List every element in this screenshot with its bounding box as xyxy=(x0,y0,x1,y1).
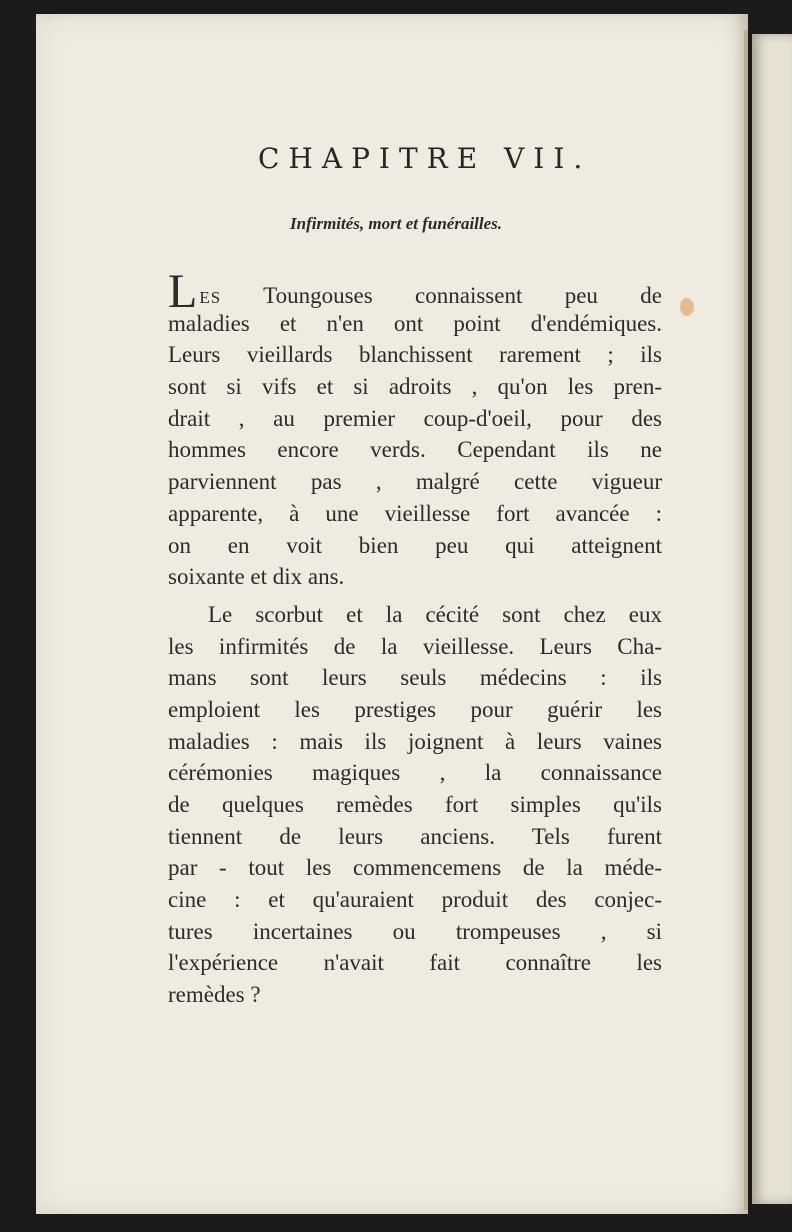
text-line: sont si vifs et si adroits , qu'on les pren- xyxy=(168,374,662,400)
text-line: maladies et n'en ont point d'endémiques. xyxy=(168,310,662,336)
text-line: cine : et qu'auraient produit des conjec- xyxy=(168,887,662,913)
text-line: mans sont leurs seuls médecins : ils xyxy=(168,665,662,691)
text-line: Le scorbut et la cécité sont chez eux xyxy=(208,601,662,627)
text-line: tures incertaines ou trompeuses , si xyxy=(168,918,662,944)
text-line: on en voit bien peu qui atteignent xyxy=(168,532,662,558)
text-line: l'expérience n'avait fait connaître les xyxy=(168,950,662,976)
text-line: Leurs vieillards blanchissent rarement ; ils xyxy=(168,342,662,368)
text-line: drait , au premier coup-d'oeil, pour des xyxy=(168,405,662,431)
text-line: hommes encore verds. Cependant ils ne xyxy=(168,437,662,463)
text-line: Toungouses connaissent peu de xyxy=(221,283,662,308)
chapter-subtitle: Infirmités, mort et funérailles. xyxy=(290,214,503,233)
text-line: par - tout les commencemens de la méde- xyxy=(168,855,662,881)
paragraph-1-line-1 xyxy=(168,265,662,318)
text-line: soixante et dix ans. xyxy=(168,564,345,590)
text-line: de quelques remèdes fort simples qu'ils xyxy=(168,792,662,817)
paper-stain xyxy=(680,298,694,316)
text-line: apparente, à une vieillesse fort avancée : xyxy=(168,500,662,526)
small-caps: ES xyxy=(199,288,222,307)
drop-cap: L xyxy=(168,265,198,318)
text-line: remèdes ? xyxy=(168,982,261,1008)
text-line: cérémonies magiques , la connaissance xyxy=(168,760,662,786)
text-line: parviennent pas , malgré cette vigueur xyxy=(168,469,662,495)
body-text xyxy=(168,265,662,1011)
book-spine-edge xyxy=(744,30,748,1210)
text-line: les infirmités de la vieillesse. Leurs Cha- xyxy=(168,633,662,659)
text-line: tiennent de leurs anciens. Tels furent xyxy=(168,823,662,849)
text-line: maladies : mais ils joignent à leurs vaines xyxy=(168,728,662,754)
chapter-title: CHAPITRE VII. xyxy=(258,142,592,175)
text-line: emploient les prestiges pour guérir les xyxy=(168,696,662,722)
facing-page-edge xyxy=(752,34,792,1204)
